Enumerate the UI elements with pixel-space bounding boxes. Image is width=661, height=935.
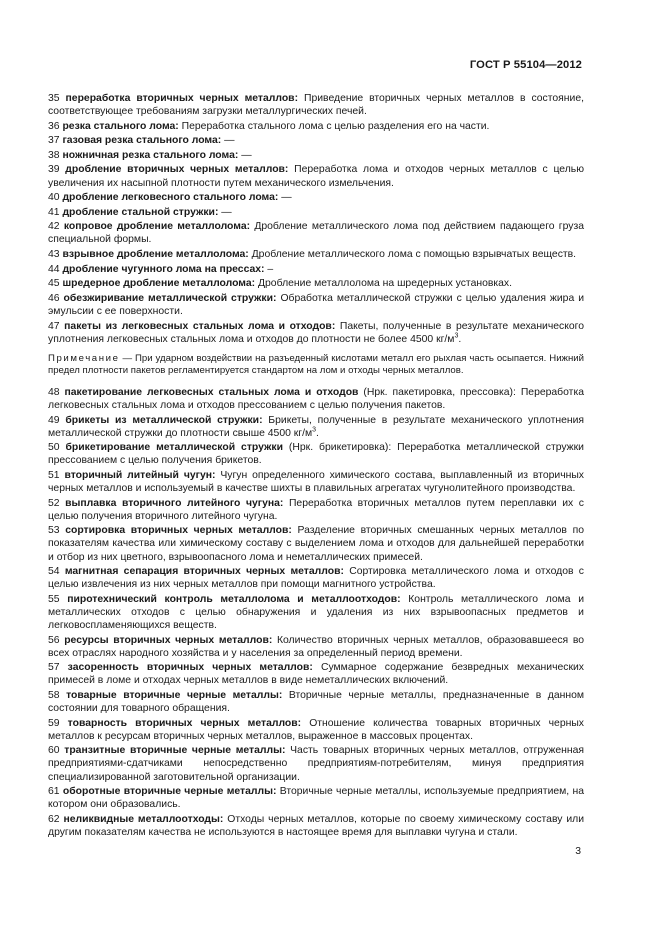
terms-list (48, 92, 584, 840)
term-name: товарность вторичных черных металлов: (67, 717, 302, 729)
term-definition: – (267, 263, 274, 275)
term-entry (48, 163, 584, 189)
term-number: 39 (48, 164, 60, 176)
term-name: засоренность вторичных черных металлов: (67, 662, 313, 674)
term-entry (48, 744, 584, 783)
term-definition: Вторичные черные металлы, предназначенные в данном состоянии для товарного обращения. (48, 689, 585, 715)
term-entry (48, 414, 584, 440)
term-definition: Разделение вторичных смешанных черных металлов по показателям качества или химическому составу с выделением лома и отходов для дальнейшей переработки и отбор из них цветного, взрывоопасного лома и неметаллических примесей. (48, 525, 584, 563)
term-name: товарные вторичные черные металлы: (66, 689, 283, 701)
term-name: дробление вторичных черных металлов: (65, 164, 289, 176)
term-number: 49 (48, 414, 60, 426)
term-entry (48, 263, 584, 276)
term-name: выплавка вторичного литейного чугуна: (65, 497, 284, 509)
term-name: взрывное дробление металлолома: (62, 249, 249, 261)
term-name: переработка вторичных черных металлов: (65, 93, 299, 104)
term-number: 41 (48, 206, 60, 218)
term-entry (48, 524, 584, 563)
term-definition: Переработка лома и отходов черных металлов с целью увеличения их насыпной плотности путем механического измельчения. (48, 164, 584, 189)
term-definition: — (281, 192, 292, 204)
page-number: 3 (575, 846, 581, 857)
term-definition: (Нрк. пакетировка, прессовка): Переработка легковесных стальных лома и отходов прессованием с целью получения пакетов. (48, 386, 584, 411)
term-entry (48, 292, 584, 318)
term-entry (48, 785, 584, 811)
term-entry (48, 134, 584, 147)
term-entry (48, 220, 584, 246)
term-definition: — (221, 206, 232, 218)
term-number: 46 (48, 292, 60, 304)
term-entry (48, 386, 584, 412)
term-definition: Количество вторичных черных металлов, образовавшееся во всех отраслях народного хозяйства и у населения за определенный период времени. (48, 634, 585, 659)
term-name: ножничная резка стального лома: (62, 149, 239, 161)
term-number: 60 (48, 745, 60, 757)
term-definition: Суммарное содержание безвредных механических примесей в ломе и отходах черных металлов в виде неметаллических включений. (48, 662, 585, 687)
term-number: 61 (48, 786, 60, 798)
term-definition: Чугун определенного химического состава, выплавленный из вторичных черных металлов и используемый в качестве шихты в плавильных агрегатах чугунолитейного производства. (48, 469, 585, 495)
term-definition: Контроль металлического лома и металлических отходов с целью обнаружения и удаления из них взрывоопасных предметов и легковоспламеняющихся веществ. (48, 593, 585, 631)
term-definition: — (224, 135, 235, 147)
note-label: Примечание (48, 352, 120, 364)
term-entry (48, 593, 584, 632)
term-name: пиротехнический контроль металлолома и металлоотходов: (67, 593, 401, 605)
term-entry (48, 689, 584, 715)
term-definition: Дробление металлического лома с помощью взрывчатых веществ. (251, 249, 577, 261)
term-name: сортировка вторичных черных металлов: (65, 525, 292, 537)
definition-end: . (316, 427, 319, 439)
superscript: 3 (454, 332, 459, 340)
term-number: 45 (48, 278, 60, 290)
term-definition: Отношение количества товарных вторичных черных металлов к ресурсам вторичных черных металлов, выраженное в массовых процентах. (48, 717, 584, 742)
term-entry (48, 191, 584, 204)
term-definition: — (241, 149, 252, 161)
term-entry (48, 661, 584, 687)
term-name: неликвидные металлоотходы: (63, 813, 224, 825)
term-number: 35 (48, 93, 60, 104)
term-name: оборотные вторичные черные металлы: (62, 786, 277, 798)
term-definition: Дробление металлического лома под действием падающего груза специальной формы. (48, 221, 584, 246)
term-definition: Отходы черных металлов, которые по своему химическому составу или другим показателям качества не используются в настоящее время для выплавки чугуна и стали. (48, 813, 585, 838)
term-number: 38 (48, 149, 60, 161)
term-definition: Брикеты, полученные в результате механического уплотнения металлической стружки до плотности свыше 4500 кг/м (48, 414, 585, 439)
term-entry (48, 320, 584, 346)
term-name: брикеты из металлической стружки: (65, 414, 263, 426)
term-entry (48, 497, 584, 523)
term-entry (48, 248, 584, 261)
note-text: — При ударном воздействии на разъеденный кислотами металл его рыхлая часть осыпается. Нижний предел плотности пакетов регламентируется стандартом на лом и отходы черных металлов. (48, 352, 584, 377)
term-number: 40 (48, 192, 60, 204)
term-number: 47 (48, 320, 60, 332)
terms-group-1 (48, 92, 584, 346)
term-number: 59 (48, 717, 60, 729)
term-definition: Вторичные черные металлы, используемые предприятием, на котором они образовались. (48, 786, 585, 811)
term-number: 48 (48, 386, 60, 398)
term-entry (48, 120, 584, 133)
term-entry (48, 565, 584, 591)
term-name: дробление чугунного лома на прессах: (62, 263, 265, 275)
term-definition: Обработка металлической стружки с целью удаления жира и эмульсии с ее поверхности. (48, 292, 585, 317)
term-entry (48, 277, 584, 290)
term-entry (48, 206, 584, 219)
term-name: транзитные вторичные черные металлы: (64, 745, 286, 757)
term-definition: Приведение вторичных черных металлов в состояние, соответствующее требованиям загрузки металлургических печей. (48, 93, 585, 118)
term-name: магнитная сепарация вторичных черных металлов: (64, 566, 344, 578)
note (48, 353, 584, 378)
term-entry (48, 441, 584, 467)
term-definition: (Нрк. брикетировка): Переработка металлической стружки прессованием с целью получения брикетов. (48, 442, 584, 467)
term-name: дробление стальной стружки: (62, 206, 219, 218)
term-number: 56 (48, 634, 60, 646)
term-entry (48, 634, 584, 660)
terms-group-2 (48, 386, 584, 839)
term-number: 44 (48, 263, 60, 275)
term-number: 57 (48, 662, 60, 674)
term-number: 50 (48, 442, 60, 454)
term-name: копровое дробление металлолома: (63, 221, 251, 233)
term-number: 54 (48, 566, 60, 578)
term-number: 37 (48, 135, 60, 147)
term-number: 52 (48, 497, 60, 509)
term-name: обезжиривание металлической стружки: (63, 292, 277, 304)
term-number: 62 (48, 813, 60, 825)
superscript: 3 (312, 426, 317, 434)
term-entry (48, 717, 584, 743)
term-definition: Часть товарных вторичных черных металлов, отгруженная предприятиями-сдатчиками непосредственно предприятиям-потребителям, минуя предприятия специализированной заготовительной организации. (48, 745, 584, 783)
term-number: 36 (48, 120, 60, 132)
term-name: вторичный литейный чугун: (64, 469, 216, 481)
term-definition: Переработка вторичных металлов путем переплавки их с целью получения вторичного литейного чугуна. (48, 497, 584, 522)
term-name: резка стального лома: (62, 120, 179, 132)
term-name: брикетирование металлической стружки (65, 442, 283, 454)
definition-end: . (458, 333, 462, 345)
term-name: газовая резка стального лома: (62, 135, 222, 147)
doc-code: ГОСТ Р 55104—2012 (469, 59, 582, 71)
term-name: ресурсы вторичных черных металлов: (64, 634, 273, 646)
term-number: 51 (48, 469, 60, 481)
term-name: шредерное дробление металлолома: (62, 278, 256, 290)
term-name: пакетирование легковесных стальных лома и отходов (64, 386, 359, 398)
term-name: пакеты из легковесных стальных лома и отходов: (64, 320, 336, 332)
term-definition: Дробление металлолома на шредерных установках. (257, 278, 513, 290)
term-entry (48, 92, 584, 118)
term-name: дробление легковесного стального лома: (62, 192, 279, 204)
term-number: 53 (48, 525, 60, 537)
term-definition: Сортировка металлического лома и отходов с целью извлечения из них черных металлов при помощи магнитного устройства. (48, 566, 584, 591)
term-entry (48, 813, 584, 839)
term-number: 55 (48, 593, 60, 605)
term-entry (48, 149, 584, 162)
term-definition: Пакеты, полученные в результате механического уплотнения легковесных стальных лома и отходов до плотности не более 4500 кг/м (48, 320, 585, 345)
term-number: 58 (48, 689, 60, 701)
term-definition: Переработка стального лома с целью разделения его на части. (181, 120, 490, 132)
term-entry (48, 469, 584, 495)
term-number: 43 (48, 249, 60, 261)
term-number: 42 (48, 221, 60, 233)
